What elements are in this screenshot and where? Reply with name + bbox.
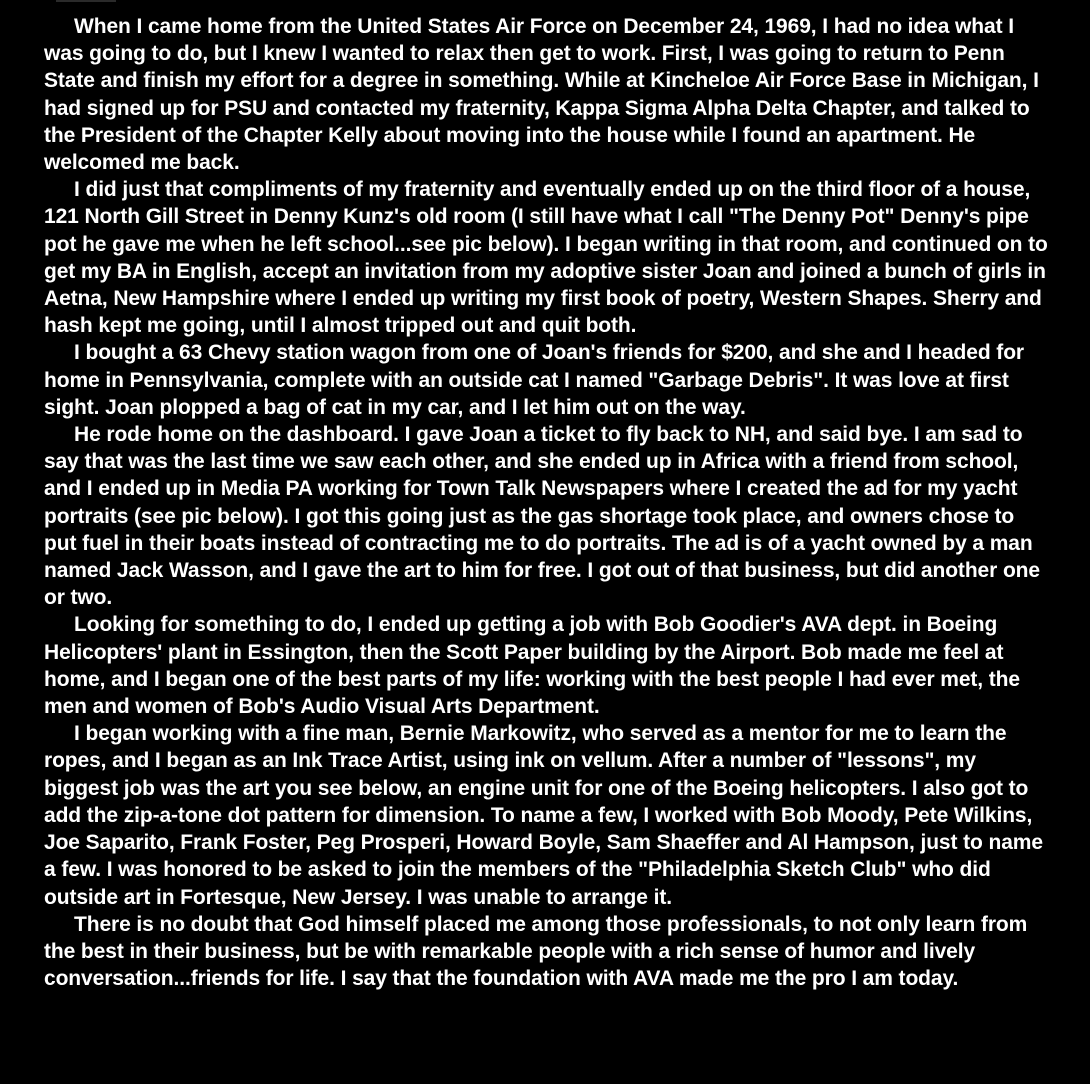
top-edge-mark <box>56 0 116 2</box>
memoir-text <box>44 13 1048 992</box>
paragraph-chevy-wagon: I bought a 63 Chevy station wagon from one of Joan's friends for $200, and she and I headed for home in Pennsylvania, complete with an outside cat I named "Garbage Debris". It was love at first sight. Joan plopped a bag of cat in my car, and I let him out on the way. <box>44 341 1024 419</box>
paragraph-fraternity-house: I did just that compliments of my fraternity and eventually ended up on the third floor of a house, 121 North Gill Street in Denny Kunz's old room (I still have what I call "The Denny Pot" Denny's pipe pot he gave me when he left school...see pic below). I began writing in that room, and continued on to get my BA in English, accept an invitation from my adoptive sister Joan and joined a bunch of girls in Aetna, New Hampshire where I ended up writing my first book of poetry, Western Shapes. Sherry and hash kept me going, until I almost tripped out and quit both. <box>44 178 1048 338</box>
paragraph-ava-department: Looking for something to do, I ended up getting a job with Bob Goodier's AVA dept. in Boeing Helicopters' plant in Essington, then the Scott Paper building by the Airport. Bob made me feel at home, and I began one of the best parts of my life: working with the best people I had ever met, the men and women of Bob's Audio Visual Arts Department. <box>44 613 1020 719</box>
paragraph-homecoming: When I came home from the United States Air Force on December 24, 1969, I had no idea what I was going to do, but I knew I wanted to relax then get to work. First, I was going to return to Penn State and finish my effort for a degree in something. While at Kincheloe Air Force Base in Michigan, I had signed up for PSU and contacted my fraternity, Kappa Sigma Alpha Delta Chapter, and talked to the President of the Chapter Kelly about moving into the house while I found an apartment. He welcomed me back. <box>44 15 1039 175</box>
paragraph-yacht-portraits: He rode home on the dashboard. I gave Joan a ticket to fly back to NH, and said bye. I am sad to say that was the last time we saw each other, and she ended up in Africa with a friend from school, and I ended up in Media PA working for Town Talk Newspapers where I created the ad for my yacht portraits (see pic below). I got this going just as the gas shortage took place, and owners chose to put fuel in their boats instead of contracting me to do portraits. The ad is of a yacht owned by a man named Jack Wasson, and I gave the art to him for free. I got out of that business, but did another one or two. <box>44 423 1040 610</box>
paragraph-professionals: There is no doubt that God himself placed me among those professionals, to not only learn from the best in their business, but be with remarkable people with a rich sense of humor and lively conversation...friends for life. I say that the foundation with AVA made me the pro I am today. <box>44 912 1028 991</box>
paragraph-ink-trace-artist: I began working with a fine man, Bernie Markowitz, who served as a mentor for me to learn the ropes, and I began as an Ink Trace Artist, using ink on vellum. After a number of "lessons", my biggest job was the art you see below, an engine unit for one of the Boeing helicopters. I also got to add the zip-a-tone dot pattern for dimension. To name a few, I worked with Bob Moody, Pete Wilkins, Joe Saparito, Frank Foster, Peg Prosperi, Howard Boyle, Sam Shaeffer and Al Hampson, just to name a few. I was honored to be asked to join the members of the "Philadelphia Sketch Club" who did outside art in Fortesque, New Jersey. I was unable to arrange it. <box>44 722 1043 909</box>
